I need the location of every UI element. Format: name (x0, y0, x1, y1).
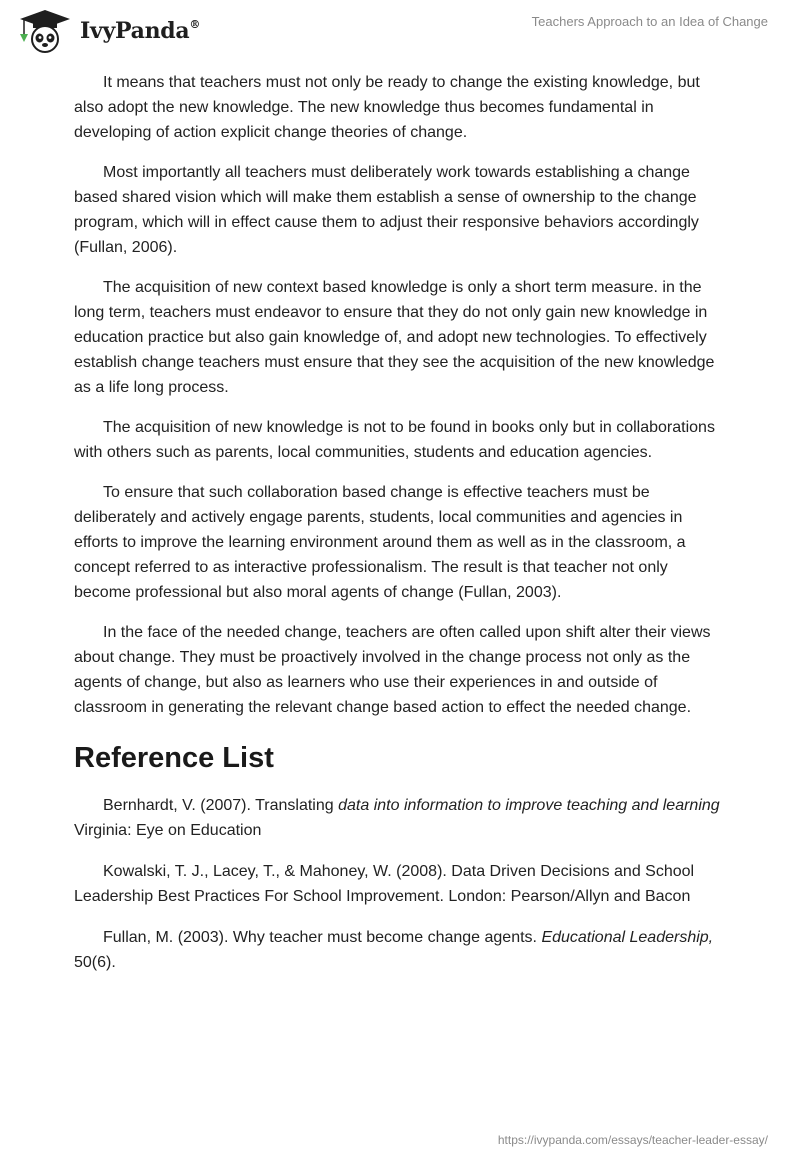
body-paragraph: To ensure that such collaboration based change is effective teachers must be deliberately and actively engage parents, students, local communities and agencies in efforts to improve the learning environment around them as well as in the classroom, a concept referred to as interactive professionalism. The result is that teacher not only become professional but also moral agents of change (Fullan, 2003). (74, 484, 686, 601)
essay-body (74, 70, 728, 991)
source-url-link[interactable]: https://ivypanda.com/essays/teacher-leader-essay/ (497, 1133, 768, 1147)
page-header (0, 0, 800, 60)
document-title: Teachers Approach to an Idea of Change (531, 14, 768, 29)
body-paragraph: In the face of the needed change, teachers are often called upon shift alter their views about change. They must be proactively involved in the change process not only as the agents of change, but also as learners who use their experiences in and outside of classroom in generating the relevant change based action to effect the needed change. (74, 624, 711, 716)
body-paragraph: Most importantly all teachers must deliberately work towards establishing a change based shared vision which will make them establish a sense of ownership to the change program, which will in effect cause them to adjust their responsive behaviors accordingly (Fullan, 2006). (74, 164, 699, 256)
reference-item: Bernhardt, V. (2007). Translating data into information to improve teaching and learning Virginia: Eye on Education (74, 797, 720, 839)
body-paragraph: The acquisition of new context based knowledge is only a short term measure. in the long term, teachers must endeavor to ensure that they do not only gain new knowledge in education practice but also gain knowledge of, and adopt new technologies. To effectively establish change teachers must ensure that they see the acquisition of the new knowledge as a life long process. (74, 279, 715, 396)
body-paragraph: It means that teachers must not only be ready to change the existing knowledge, but also adopt the new knowledge. The new knowledge thus becomes fundamental in developing of action explicit change theories of change. (74, 74, 700, 141)
body-paragraph: The acquisition of new knowledge is not to be found in books only but in collaborations with others such as parents, local communities, students and education agencies. (74, 419, 715, 461)
brand-logo[interactable] (16, 8, 200, 54)
panda-logo-icon (16, 8, 74, 54)
reference-item: Fullan, M. (2003). Why teacher must become change agents. Educational Leadership, 50(6). (74, 929, 714, 971)
brand-name: IvyPanda® (80, 17, 201, 44)
reference-item: Kowalski, T. J., Lacey, T., & Mahoney, W. (2008). Data Driven Decisions and School Leadership Best Practices For School Improvement. London: Pearson/Allyn and Bacon (74, 863, 695, 905)
reference-list-heading: Reference List (74, 742, 274, 774)
